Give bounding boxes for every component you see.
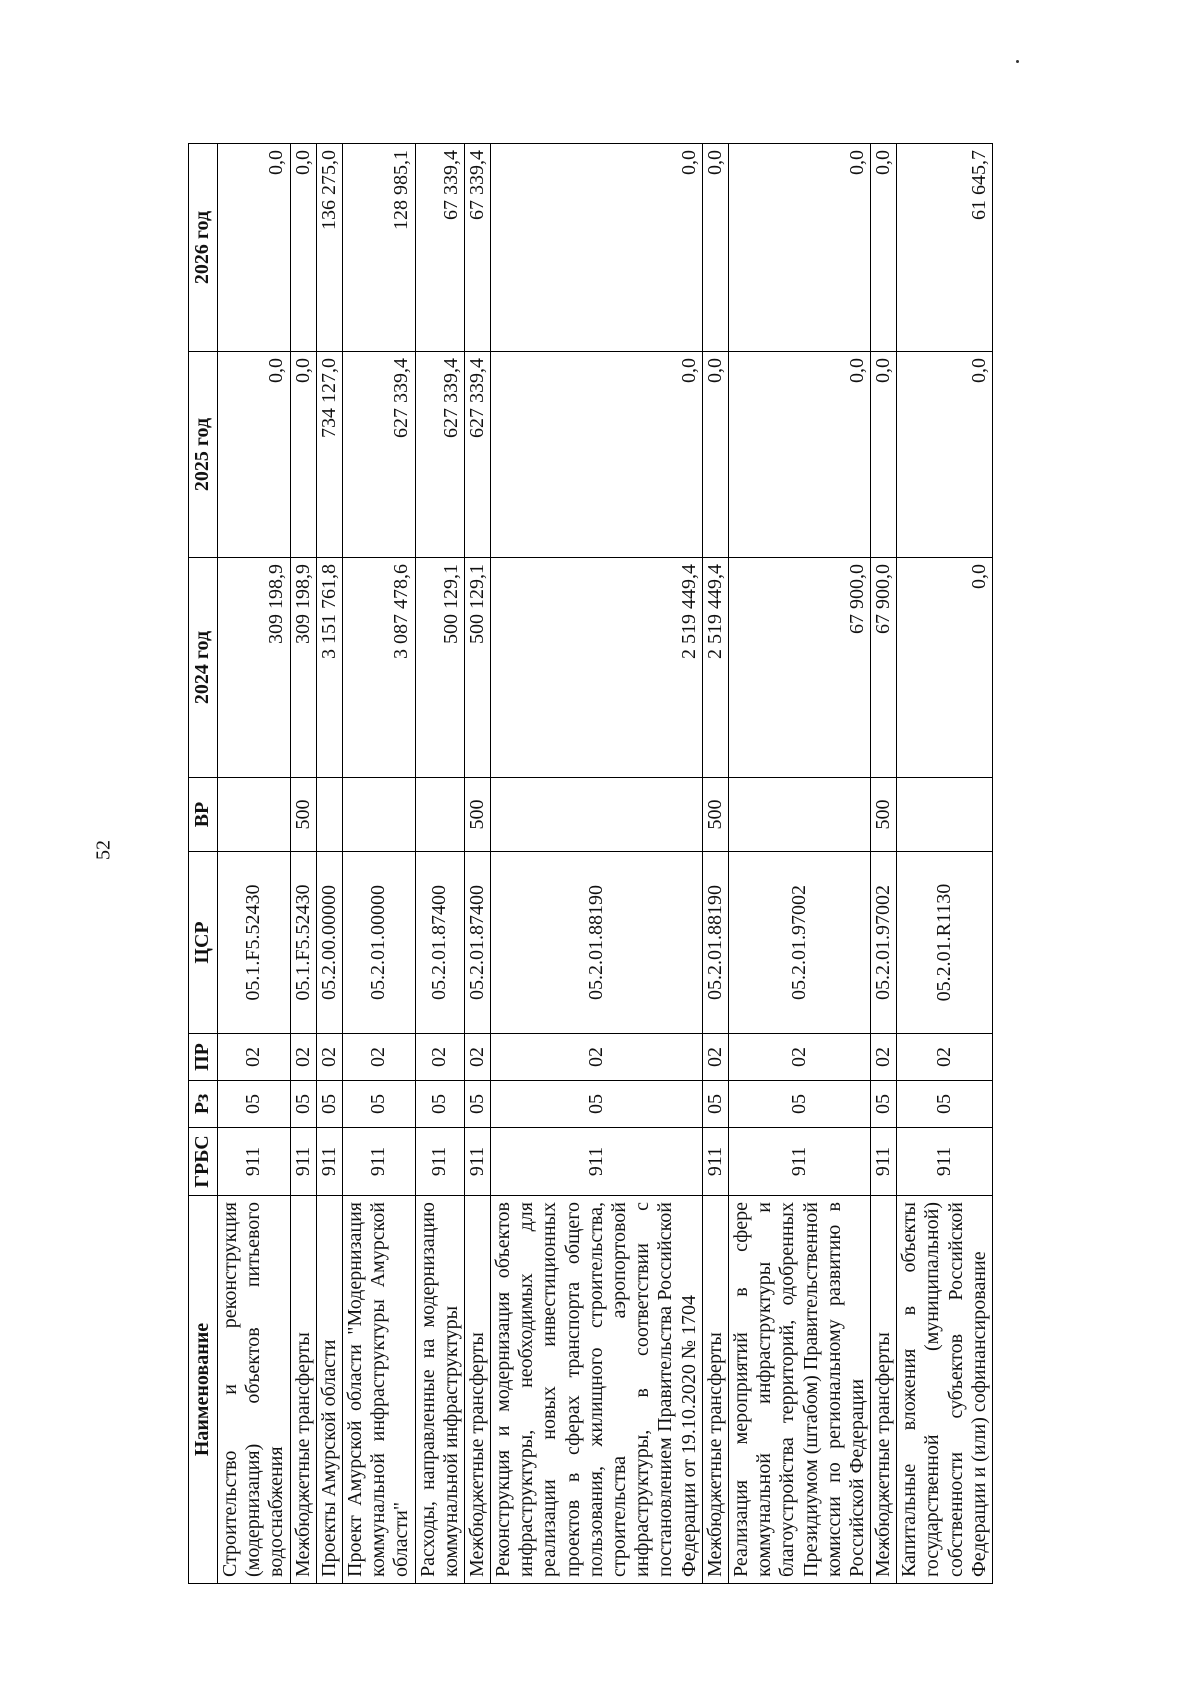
row-2025: 0,0 <box>218 352 291 558</box>
col-header-2025: 2025 год <box>189 352 218 558</box>
row-2024: 2 519 449,4 <box>702 558 728 778</box>
row-2026: 67 339,4 <box>464 144 490 352</box>
row-vr: 500 <box>464 778 490 852</box>
row-2025: 0,0 <box>871 352 897 558</box>
row-vr <box>728 778 870 852</box>
row-vr <box>897 778 993 852</box>
row-2026: 0,0 <box>871 144 897 352</box>
col-header-name: Наименование <box>189 1196 218 1584</box>
row-vr: 500 <box>871 778 897 852</box>
row-pr: 02 <box>702 1034 728 1081</box>
row-rz: 05 <box>702 1081 728 1128</box>
row-name: Проект Амурской области "Модернизация коммунальной инфраструктуры Амурской области" <box>342 1196 415 1584</box>
row-2025: 627 339,4 <box>342 352 415 558</box>
row-csr: 05.2.01.87400 <box>464 852 490 1034</box>
row-2026: 0,0 <box>491 144 703 352</box>
row-2025: 0,0 <box>897 352 993 558</box>
row-grbs: 911 <box>728 1128 870 1196</box>
row-pr: 02 <box>316 1034 342 1081</box>
row-2026: 67 339,4 <box>415 144 464 352</box>
row-name: Проекты Амурской области <box>316 1196 342 1584</box>
row-name: Межбюджетные трансферты <box>702 1196 728 1584</box>
table-row <box>342 144 415 1584</box>
row-rz: 05 <box>218 1081 291 1128</box>
row-name: Межбюджетные трансферты <box>290 1196 316 1584</box>
table-row <box>316 144 342 1584</box>
row-name: Реконструкция и модернизация объектов инфраструктуры, необходимых для реализации новых инвестиционных проектов в сферах транспорта общего пользования, жилищного строительства, строительства аэропортовой инфраструктуры, в соответствии с постановлением Правительства Российской Федерации от 19.10.2020 № 1704 <box>491 1196 703 1584</box>
row-name: Межбюджетные трансферты <box>464 1196 490 1584</box>
row-2025: 0,0 <box>728 352 870 558</box>
row-rz: 05 <box>342 1081 415 1128</box>
row-name: Строительство и реконструкция (модернизация) объектов питьевого водоснабжения <box>218 1196 291 1584</box>
row-2025: 0,0 <box>290 352 316 558</box>
row-csr: 05.1.F5.52430 <box>290 852 316 1034</box>
row-pr: 02 <box>218 1034 291 1081</box>
col-header-rz: Рз <box>189 1081 218 1128</box>
col-header-2026: 2026 год <box>189 144 218 352</box>
table-row <box>702 144 728 1584</box>
row-rz: 05 <box>871 1081 897 1128</box>
col-header-vr: ВР <box>189 778 218 852</box>
row-grbs: 911 <box>342 1128 415 1196</box>
row-pr: 02 <box>290 1034 316 1081</box>
table-row <box>728 144 870 1584</box>
scan-speck <box>1016 60 1019 63</box>
row-2024: 3 087 478,6 <box>342 558 415 778</box>
row-2026: 0,0 <box>728 144 870 352</box>
row-pr: 02 <box>871 1034 897 1081</box>
row-vr <box>218 778 291 852</box>
row-2024: 500 129,1 <box>464 558 490 778</box>
row-rz: 05 <box>464 1081 490 1128</box>
row-grbs: 911 <box>415 1128 464 1196</box>
table-row <box>871 144 897 1584</box>
row-2024: 309 198,9 <box>218 558 291 778</box>
col-header-pr: ПР <box>189 1034 218 1081</box>
row-pr: 02 <box>728 1034 870 1081</box>
row-name: Реализация мероприятий в сфере коммунальной инфраструктуры и благоустройства территорий, одобренных Президиумом (штабом) Правительственной комиссии по региональному развитию в Российской Федерации <box>728 1196 870 1584</box>
table-row <box>464 144 490 1584</box>
row-grbs: 911 <box>464 1128 490 1196</box>
row-grbs: 911 <box>702 1128 728 1196</box>
row-2026: 0,0 <box>290 144 316 352</box>
row-2024: 3 151 761,8 <box>316 558 342 778</box>
row-rz: 05 <box>316 1081 342 1128</box>
row-2025: 627 339,4 <box>415 352 464 558</box>
row-vr <box>316 778 342 852</box>
row-pr: 02 <box>415 1034 464 1081</box>
table-row <box>897 144 993 1584</box>
row-2026: 128 985,1 <box>342 144 415 352</box>
table-row <box>218 144 291 1584</box>
row-vr: 500 <box>702 778 728 852</box>
row-vr <box>491 778 703 852</box>
col-header-csr: ЦСР <box>189 852 218 1034</box>
row-name: Межбюджетные трансферты <box>871 1196 897 1584</box>
row-csr: 05.2.01.R1130 <box>897 852 993 1034</box>
row-csr: 05.2.01.88190 <box>702 852 728 1034</box>
table-row <box>415 144 464 1584</box>
table-row <box>290 144 316 1584</box>
row-csr: 05.2.01.97002 <box>871 852 897 1034</box>
col-header-2024: 2024 год <box>189 558 218 778</box>
row-2025: 0,0 <box>702 352 728 558</box>
row-name: Расходы, направленные на модернизацию коммунальной инфраструктуры <box>415 1196 464 1584</box>
row-2024: 67 900,0 <box>871 558 897 778</box>
row-rz: 05 <box>897 1081 993 1128</box>
row-rz: 05 <box>415 1081 464 1128</box>
row-pr: 02 <box>897 1034 993 1081</box>
row-pr: 02 <box>342 1034 415 1081</box>
row-rz: 05 <box>728 1081 870 1128</box>
row-grbs: 911 <box>316 1128 342 1196</box>
row-2025: 627 339,4 <box>464 352 490 558</box>
budget-table <box>188 143 993 1584</box>
row-csr: 05.2.01.00000 <box>342 852 415 1034</box>
row-2024: 500 129,1 <box>415 558 464 778</box>
row-2026: 136 275,0 <box>316 144 342 352</box>
header-row <box>189 144 218 1584</box>
row-pr: 02 <box>491 1034 703 1081</box>
row-grbs: 911 <box>491 1128 703 1196</box>
row-2026: 0,0 <box>702 144 728 352</box>
row-vr <box>415 778 464 852</box>
rotated-table-wrapper <box>188 144 1040 1584</box>
row-grbs: 911 <box>897 1128 993 1196</box>
row-2024: 0,0 <box>897 558 993 778</box>
row-2024: 309 198,9 <box>290 558 316 778</box>
table-row <box>491 144 703 1584</box>
row-csr: 05.2.01.97002 <box>728 852 870 1034</box>
row-2024: 2 519 449,4 <box>491 558 703 778</box>
row-2024: 67 900,0 <box>728 558 870 778</box>
row-vr: 500 <box>290 778 316 852</box>
row-csr: 05.2.01.88190 <box>491 852 703 1034</box>
row-grbs: 911 <box>290 1128 316 1196</box>
row-pr: 02 <box>464 1034 490 1081</box>
row-rz: 05 <box>290 1081 316 1128</box>
row-rz: 05 <box>491 1081 703 1128</box>
page-number: 52 <box>92 840 115 860</box>
col-header-grbs: ГРБС <box>189 1128 218 1196</box>
row-2026: 0,0 <box>218 144 291 352</box>
row-csr: 05.1.F5.52430 <box>218 852 291 1034</box>
row-vr <box>342 778 415 852</box>
row-2025: 734 127,0 <box>316 352 342 558</box>
row-2026: 61 645,7 <box>897 144 993 352</box>
row-name: Капитальные вложения в объекты государственной (муниципальной) собственности субъектов Российской Федерации и (или) софинансирование <box>897 1196 993 1584</box>
row-2025: 0,0 <box>491 352 703 558</box>
row-csr: 05.2.00.00000 <box>316 852 342 1034</box>
row-csr: 05.2.01.87400 <box>415 852 464 1034</box>
row-grbs: 911 <box>871 1128 897 1196</box>
row-grbs: 911 <box>218 1128 291 1196</box>
